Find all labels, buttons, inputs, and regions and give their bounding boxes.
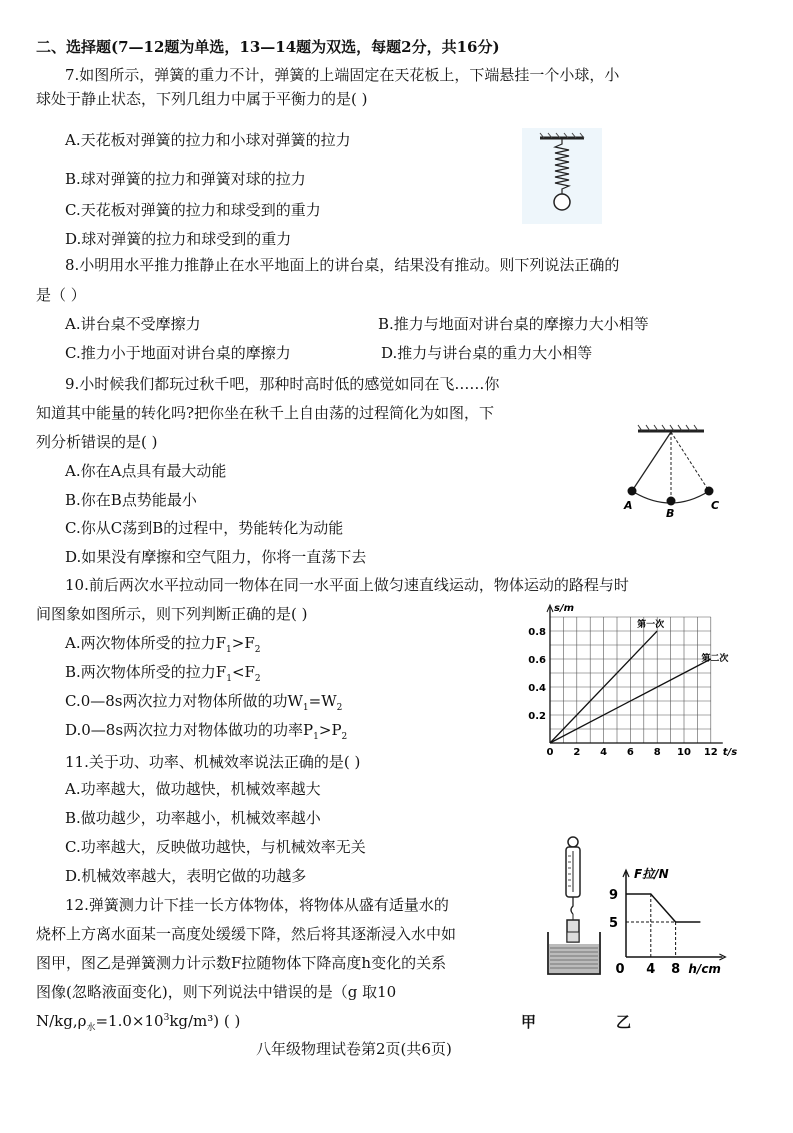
q7-option-a: A.天花板对弹簧的拉力和小球对弹簧的拉力 — [65, 131, 351, 149]
q9-option-b: B.你在B点势能最小 — [65, 491, 197, 509]
y-tick-label: 5 — [608, 916, 618, 931]
q7-stem-line1: 7.如图所示，弹簧的重力不计，弹簧的上端固定在天花板上，下端悬挂一个小球，小 — [65, 66, 620, 84]
x-tick-label: 10 — [677, 747, 691, 758]
x-tick-label: 4 — [600, 747, 608, 758]
q9-option-a: A.你在A点具有最大动能 — [65, 462, 227, 480]
q7-option-d: D.球对弹簧的拉力和球受到的重力 — [65, 230, 292, 248]
y-tick-label: 0.4 — [528, 683, 546, 694]
q10-option-c: C.0—8s两次拉力对物体所做的功$W_1=W_2$ — [65, 692, 343, 713]
q8-option-a: A.讲台桌不受摩擦力 — [65, 315, 201, 333]
y-tick-label: 0.8 — [528, 627, 546, 638]
series-line — [626, 894, 700, 922]
force-height-chart — [600, 862, 740, 977]
x-tick-label: 0 — [615, 962, 625, 977]
figure-label-yi: 乙 — [616, 1013, 632, 1031]
x-tick-label: 4 — [646, 962, 656, 977]
series-label-second: 第二次 — [701, 654, 729, 664]
spring-ball-figure — [522, 128, 602, 228]
q12-stem-line3: 图甲，图乙是弹簧测力计示数F拉随物体下降高度h变化的关系 — [36, 954, 447, 972]
q9-stem-line1: 9.小时候我们都玩过秋千吧，那种时高时低的感觉如同在飞……你 — [65, 375, 500, 393]
section-heading: 二、选择题(7—12题为单选，13—14题为双选，每题2分，共16分) — [36, 38, 500, 56]
x-tick-label: 12 — [703, 747, 718, 758]
q8-stem-line2: 是（ ） — [36, 286, 86, 304]
q8-option-c: C.推力小于地面对讲台桌的摩擦力 — [65, 344, 291, 362]
y-tick-label: 0.2 — [528, 711, 546, 722]
q7-option-c: C.天花板对弹簧的拉力和球受到的重力 — [65, 201, 321, 219]
q8-stem-line1: 8.小明用水平推力推静止在水平地面上的讲台桌，结果没有推动。则下列说法正确的 — [65, 256, 620, 274]
q8-option-b: B.推力与地面对讲台桌的摩擦力大小相等 — [378, 315, 649, 333]
q10-option-d: D.0—8s两次拉力对物体做功的功率$P_1>P_2$ — [65, 721, 348, 742]
y-tick-label: 0.6 — [528, 655, 546, 666]
x-tick-label: 8 — [653, 747, 661, 758]
x-axis-label: t/s — [722, 747, 738, 758]
q9-option-c: C.你从C荡到B的过程中，势能转化为动能 — [65, 519, 344, 537]
distance-time-chart — [520, 603, 740, 758]
swing-label-c: C — [711, 499, 720, 512]
q8-option-d: D.推力与讲台桌的重力大小相等 — [381, 344, 593, 362]
series-label-first: 第一次 — [637, 619, 665, 630]
x-tick-label: 0 — [546, 747, 554, 758]
figure-label-jia: 甲 — [521, 1013, 537, 1031]
q12-stem-line4: 图像(忽略液面变化)，则下列说法中错误的是（g 取10 — [36, 983, 397, 1001]
q9-stem-line3: 列分析错误的是( ) — [36, 433, 158, 451]
q11-option-c: C.功率越大，反映做功越快，与机械效率无关 — [65, 838, 366, 856]
q9-option-d: D.如果没有摩擦和空气阻力，你将一直荡下去 — [65, 548, 367, 566]
q10-stem-line1: 10.前后两次水平拉动同一物体在同一水平面上做匀速直线运动，物体运动的路程与时 — [65, 576, 629, 594]
swing-figure — [618, 423, 728, 518]
x-axis-label: h/cm — [688, 962, 721, 976]
q12-stem-line5: $N/kg,\rho_水=1.0\times 10^3kg/m^3$) ( ) — [36, 1012, 241, 1033]
y-axis-label: F拉/N — [634, 867, 669, 881]
page-footer: 八年级物理试卷第2页(共6页) — [256, 1040, 452, 1058]
swing-label-b: B — [666, 507, 675, 520]
q11-option-a: A.功率越大，做功越快，机械效率越大 — [65, 780, 321, 798]
q11-option-d: D.机械效率越大，表明它做的功越多 — [65, 867, 307, 885]
q11-stem: 11.关于功、功率、机械效率说法正确的是( ) — [65, 753, 361, 771]
y-axis-label: s/m — [554, 603, 575, 614]
q10-option-b: B.两次物体所受的拉力$F_1<F_2$ — [65, 663, 261, 684]
q7-option-b: B.球对弹簧的拉力和弹簧对球的拉力 — [65, 170, 306, 188]
q9-stem-line2: 知道其中能量的转化吗?把你坐在秋千上自由荡的过程简化为如图，下 — [36, 404, 495, 422]
x-tick-label: 6 — [626, 747, 634, 758]
q12-stem-line2: 烧杯上方离水面某一高度处缓缓下降，然后将其逐渐浸入水中如 — [36, 925, 457, 943]
q11-option-b: B.做功越少，功率越小，机械效率越小 — [65, 809, 321, 827]
q12-stem-line1: 12.弹簧测力计下挂一长方体物体，将物体从盛有适量水的 — [65, 896, 449, 914]
swing-label-a: A — [624, 499, 633, 512]
q7-stem-line2: 球处于静止状态，下列几组力中属于平衡力的是( ) — [36, 90, 368, 108]
q10-stem-line2: 间图象如图所示，则下列判断正确的是( ) — [36, 605, 308, 623]
y-tick-label: 9 — [608, 888, 618, 903]
x-tick-label: 8 — [671, 962, 681, 977]
q10-option-a: A.两次物体所受的拉力$F_1>F_2$ — [65, 634, 261, 655]
x-tick-label: 2 — [573, 747, 581, 758]
